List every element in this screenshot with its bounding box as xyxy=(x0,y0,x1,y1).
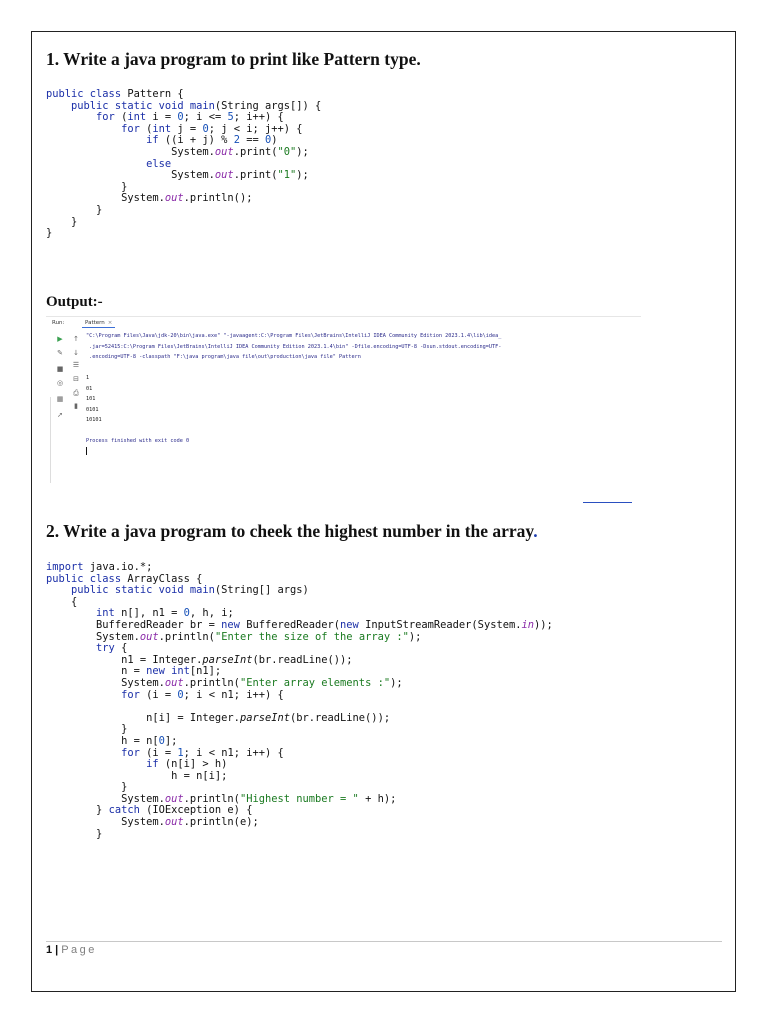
code-line: n1 = Integer.parseInt(br.readLine()); xyxy=(46,653,353,666)
console-tab-bar xyxy=(46,317,641,329)
run-label: Run: xyxy=(52,320,65,326)
code-line: for (int i = 0; i <= 5; i++) { xyxy=(96,111,284,124)
code-line: { xyxy=(46,595,78,608)
tab-pattern-label: Pattern xyxy=(85,320,105,326)
code-line: public static void main(String args[]) { xyxy=(71,99,322,112)
tab-pattern[interactable] xyxy=(82,319,115,328)
code-block-pattern xyxy=(46,89,321,240)
footer-divider xyxy=(46,941,722,942)
soft-wrap-icon[interactable]: ☰ xyxy=(72,361,80,369)
page-footer xyxy=(46,944,97,956)
code-line: } xyxy=(46,227,53,240)
code-line: for (i = 0; i < n1; i++) { xyxy=(121,688,284,701)
code-line: System.out.println("Enter array elements :"); xyxy=(46,676,403,689)
scroll-end-icon[interactable]: ⊟ xyxy=(73,375,79,383)
output-line-2: 01 xyxy=(86,385,93,392)
output-line-1: 1 xyxy=(86,375,90,381)
print-icon[interactable]: ⎙ xyxy=(73,389,79,397)
section1-title: 1. Write a java program to print like Pattern type. xyxy=(46,49,421,69)
code-line: } xyxy=(46,180,128,193)
arrow-up-icon[interactable]: ↑ xyxy=(73,335,79,343)
code-line: } catch (IOException e) { xyxy=(46,804,253,817)
code-line: h = n[i]; xyxy=(46,769,228,782)
page-word: Page xyxy=(61,944,97,956)
code-line: h = n[0]; xyxy=(46,734,178,747)
command-line-1: "C:\Program Files\Java\jdk-20\bin\java.exe" "-javaagent:C:\Program Files\JetBrains\IntelliJ IDEA Community Edition 2023.1.4\lib\idea_ xyxy=(86,333,502,339)
code-line: int n[], n1 = 0, h, i; xyxy=(96,607,234,620)
structure-sidebar[interactable] xyxy=(46,397,51,483)
code-line: n = new int[n1]; xyxy=(46,665,222,678)
code-line: if (n[i] > h) xyxy=(146,758,228,771)
console-toolbar xyxy=(50,331,84,481)
section2-title-text: 2. Write a java program to cheek the highest number in the array xyxy=(46,521,534,541)
stop-icon[interactable]: ■ xyxy=(56,365,64,373)
code-line: System.out.print("0"); xyxy=(46,145,309,158)
command-line-3: .encoding=UTF-8 -classpath "F:\java program\java file\out\production\java file" Pattern xyxy=(86,354,361,360)
blue-underline-decoration xyxy=(583,502,632,503)
arrow-down-icon[interactable]: ↓ xyxy=(73,349,79,357)
output-label: Output:- xyxy=(46,294,103,310)
code-line: } xyxy=(46,203,103,216)
run-console xyxy=(46,316,641,483)
code-line: public class Pattern { xyxy=(46,88,184,100)
code-line: } xyxy=(46,215,78,228)
code-line: public static void main(String[] args) xyxy=(71,584,309,597)
code-line: for (i = 1; i < n1; i++) { xyxy=(121,746,284,759)
section2-title-dot: . xyxy=(533,521,538,541)
rerun-icon[interactable]: ▶ xyxy=(57,335,63,343)
output-line-5: 10101 xyxy=(86,417,102,423)
code-line: System.out.println("Highest number = " + h); xyxy=(46,792,397,805)
code-line: for (int j = 0; j < i; j++) { xyxy=(121,122,303,135)
section2-title xyxy=(46,521,538,542)
console-output xyxy=(86,331,501,457)
code-block-array xyxy=(46,562,553,840)
code-line: import java.io.*; xyxy=(46,561,153,573)
output-line-4: 0101 xyxy=(86,406,99,413)
output-line-3: 101 xyxy=(86,396,96,402)
code-line: } xyxy=(46,827,103,840)
code-line: System.out.println(e); xyxy=(46,816,259,829)
code-line: System.out.println(); xyxy=(46,192,253,205)
code-line: } xyxy=(46,723,128,736)
camera-icon[interactable]: ◎ xyxy=(56,379,64,387)
code-line: } xyxy=(46,781,128,794)
process-finished-text: Process finished with exit code 0 xyxy=(86,438,190,444)
trash-icon[interactable]: ▮ xyxy=(74,402,78,410)
code-line: public class ArrayClass { xyxy=(46,572,203,585)
close-icon[interactable]: × xyxy=(107,320,113,326)
footer-separator: | xyxy=(55,944,59,956)
command-line-2: .jar=52415:C:\Program Files\JetBrains\IntelliJ IDEA Community Edition 2023.1.4\bin" -Dfile.encoding=UTF-8 -Dsun.stdout.encoding=UTF- xyxy=(86,343,502,350)
code-line: n[i] = Integer.parseInt(br.readLine()); xyxy=(46,711,391,724)
code-line: System.out.print("1"); xyxy=(46,169,309,182)
pin-icon[interactable]: ➚ xyxy=(57,411,63,419)
code-line: System.out.println("Enter the size of the array :"); xyxy=(46,630,422,643)
page-number: 1 xyxy=(46,944,53,956)
text-cursor[interactable] xyxy=(86,447,87,455)
code-line: BufferedReader br = new BufferedReader(new InputStreamReader(System.in)); xyxy=(46,618,553,631)
code-line: try { xyxy=(96,642,128,655)
code-line: if ((i + j) % 2 == 0) xyxy=(146,134,278,147)
code-line: else xyxy=(146,157,172,170)
wrench-icon[interactable]: ✎ xyxy=(57,349,63,357)
layout-icon[interactable]: ▦ xyxy=(56,395,64,403)
